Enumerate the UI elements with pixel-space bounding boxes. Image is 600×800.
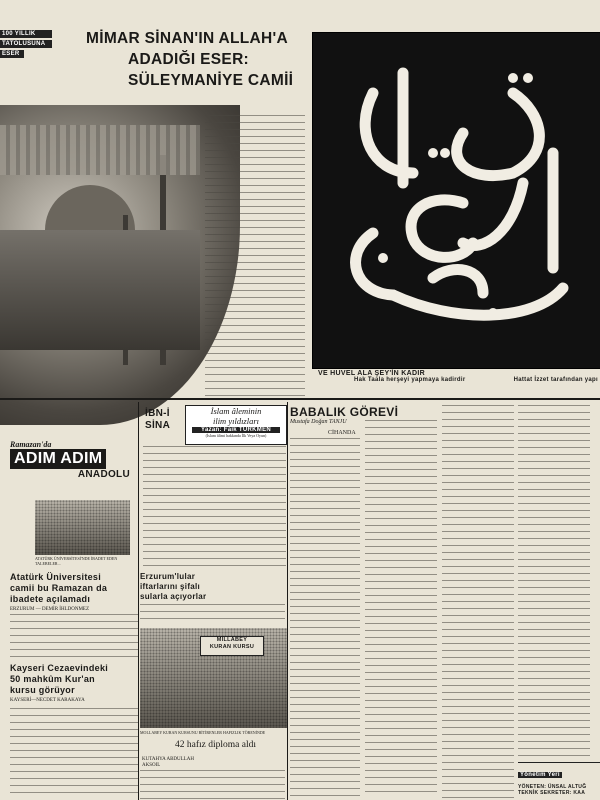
mosque-base <box>0 230 200 350</box>
ibn-sina-text <box>143 446 286 571</box>
babalik-title: BABALIK GÖREVİ <box>290 405 399 419</box>
right-footer-box <box>518 762 600 799</box>
ataturk-text <box>10 614 138 659</box>
ibn-sina-line2: SİNA <box>145 420 171 431</box>
suleymaniye-photo <box>0 105 240 425</box>
top-left-fragment <box>0 30 52 70</box>
mimar-title-line1: MİMAR SİNAN'IN ALLAH'A <box>86 30 288 47</box>
erzurum-headline-line3: sularla açıyorlar <box>140 592 207 601</box>
calligraphy-caption <box>318 370 598 383</box>
mollabey-sign <box>200 636 264 656</box>
kayseri-headline <box>10 663 140 703</box>
calligraphy-caption-sub: Hak Taala herşeyi yapmaya kadirdir <box>354 377 466 383</box>
mollabey-sign-line1: MİLLABEY <box>216 637 248 643</box>
city-row <box>0 125 200 175</box>
kutahya-byline: KUTAHYA ABDULLAH AKSOIL <box>142 757 194 768</box>
ataturk-byline: ERZURUM — DEMİR İHLDONMEZ <box>10 607 90 612</box>
babalik-col3 <box>442 405 514 798</box>
adim-subtitle: ANADOLU <box>77 469 130 480</box>
babalik-col4 <box>518 405 590 760</box>
ataturk-headline-line1: Atatürk Üniversitesi <box>10 572 102 582</box>
islam-note: (İslam âlimi hakkında İlk Veya Oyun) <box>205 433 267 438</box>
kayseri-headline-line1: Kayseri Cezaevindeki <box>10 663 109 673</box>
ataturk-headline-line3: ibadete açılamadı <box>10 594 91 604</box>
right-strip-label: Yönetim Yeri <box>520 772 560 778</box>
divider-horizontal <box>0 398 600 400</box>
kayseri-headline-line2: 50 mahkûm Kur'an <box>10 674 95 684</box>
ibn-sina-line1: İBN-İ <box>145 408 170 419</box>
islam-heading-line1: İslam âleminin <box>210 406 262 416</box>
top-left-line2: TATOLUSUNA <box>0 40 52 48</box>
top-left-line1: 100 YILLIK <box>0 30 52 38</box>
erzurum-headline <box>140 572 285 602</box>
mosque-dome <box>45 185 135 233</box>
mimar-headline <box>86 28 311 91</box>
islam-header-box <box>185 405 287 445</box>
mimar-title-line2: ADADIĞI ESER: <box>128 51 250 68</box>
kayseri-headline-line3: kursu görüyor <box>10 685 75 695</box>
babalik-author: Mustafa Doğan TANJU <box>290 419 347 425</box>
right-strip-footer2: TEKNİK SEKRETER: KAA <box>518 790 586 796</box>
ibn-sina-name <box>145 408 185 432</box>
islam-author: Yazan: Faik TÜRKMEN <box>192 427 280 433</box>
islam-heading-line2: ilim yıldızları <box>212 416 260 426</box>
right-strip-footer: YÖNETEN: ÜNSAL ALTUĞ <box>518 784 587 790</box>
babalik-col2 <box>365 420 437 798</box>
mimar-title-line3: SÜLEYMANİYE CAMİİ <box>128 72 294 89</box>
erzurum-text <box>140 604 285 624</box>
mollabey-caption: MOLLABEY KURAN KURSUNU BİTİRENLER HAFIZLIK TÖRENİNDE <box>140 730 266 735</box>
top-left-line3: ESER <box>0 50 24 58</box>
mollabey-sign-line2: KURAN KURSU <box>209 644 255 650</box>
column-rule-1 <box>138 402 139 800</box>
calligraphy-artwork <box>313 33 600 368</box>
calligraphy-caption-title: VE HUVEL ALA ŞEY'İN KADIR <box>318 370 425 377</box>
adim-photo-caption: ATATÜRK ÜNİVERSİTESİ'NDE İBADET EDEN TALEBELER... <box>35 556 118 566</box>
adim-title: ADIM ADIM <box>10 449 106 469</box>
mollabey-photo <box>140 628 288 728</box>
adim-kicker: Ramazan'da <box>10 440 52 449</box>
diploma-headline: 42 hafız diploma aldı <box>175 740 256 750</box>
ataturk-headline <box>10 572 140 612</box>
erzurum-headline-line2: iftarlarını şifalı <box>140 582 201 591</box>
kutahya-text <box>140 770 285 800</box>
column-rule-2 <box>287 402 288 800</box>
kayseri-text <box>10 708 138 798</box>
babalik-dropcap: CİHANDA <box>328 430 356 436</box>
calligraphy-credit: Hattat İzzet tarafından yapı <box>513 377 598 383</box>
calligraphy-panel <box>312 32 600 369</box>
ataturk-univ-photo <box>35 500 130 555</box>
adim-adim-logo <box>10 440 135 498</box>
babalik-col1 <box>290 438 360 798</box>
erzurum-headline-line1: Erzurum'lular <box>140 572 196 581</box>
ataturk-headline-line2: camii bu Ramazan da <box>10 583 108 593</box>
kayseri-byline: KAYSERİ—NECDET KARAKAYA <box>10 698 85 703</box>
mimar-body-text <box>205 115 305 400</box>
